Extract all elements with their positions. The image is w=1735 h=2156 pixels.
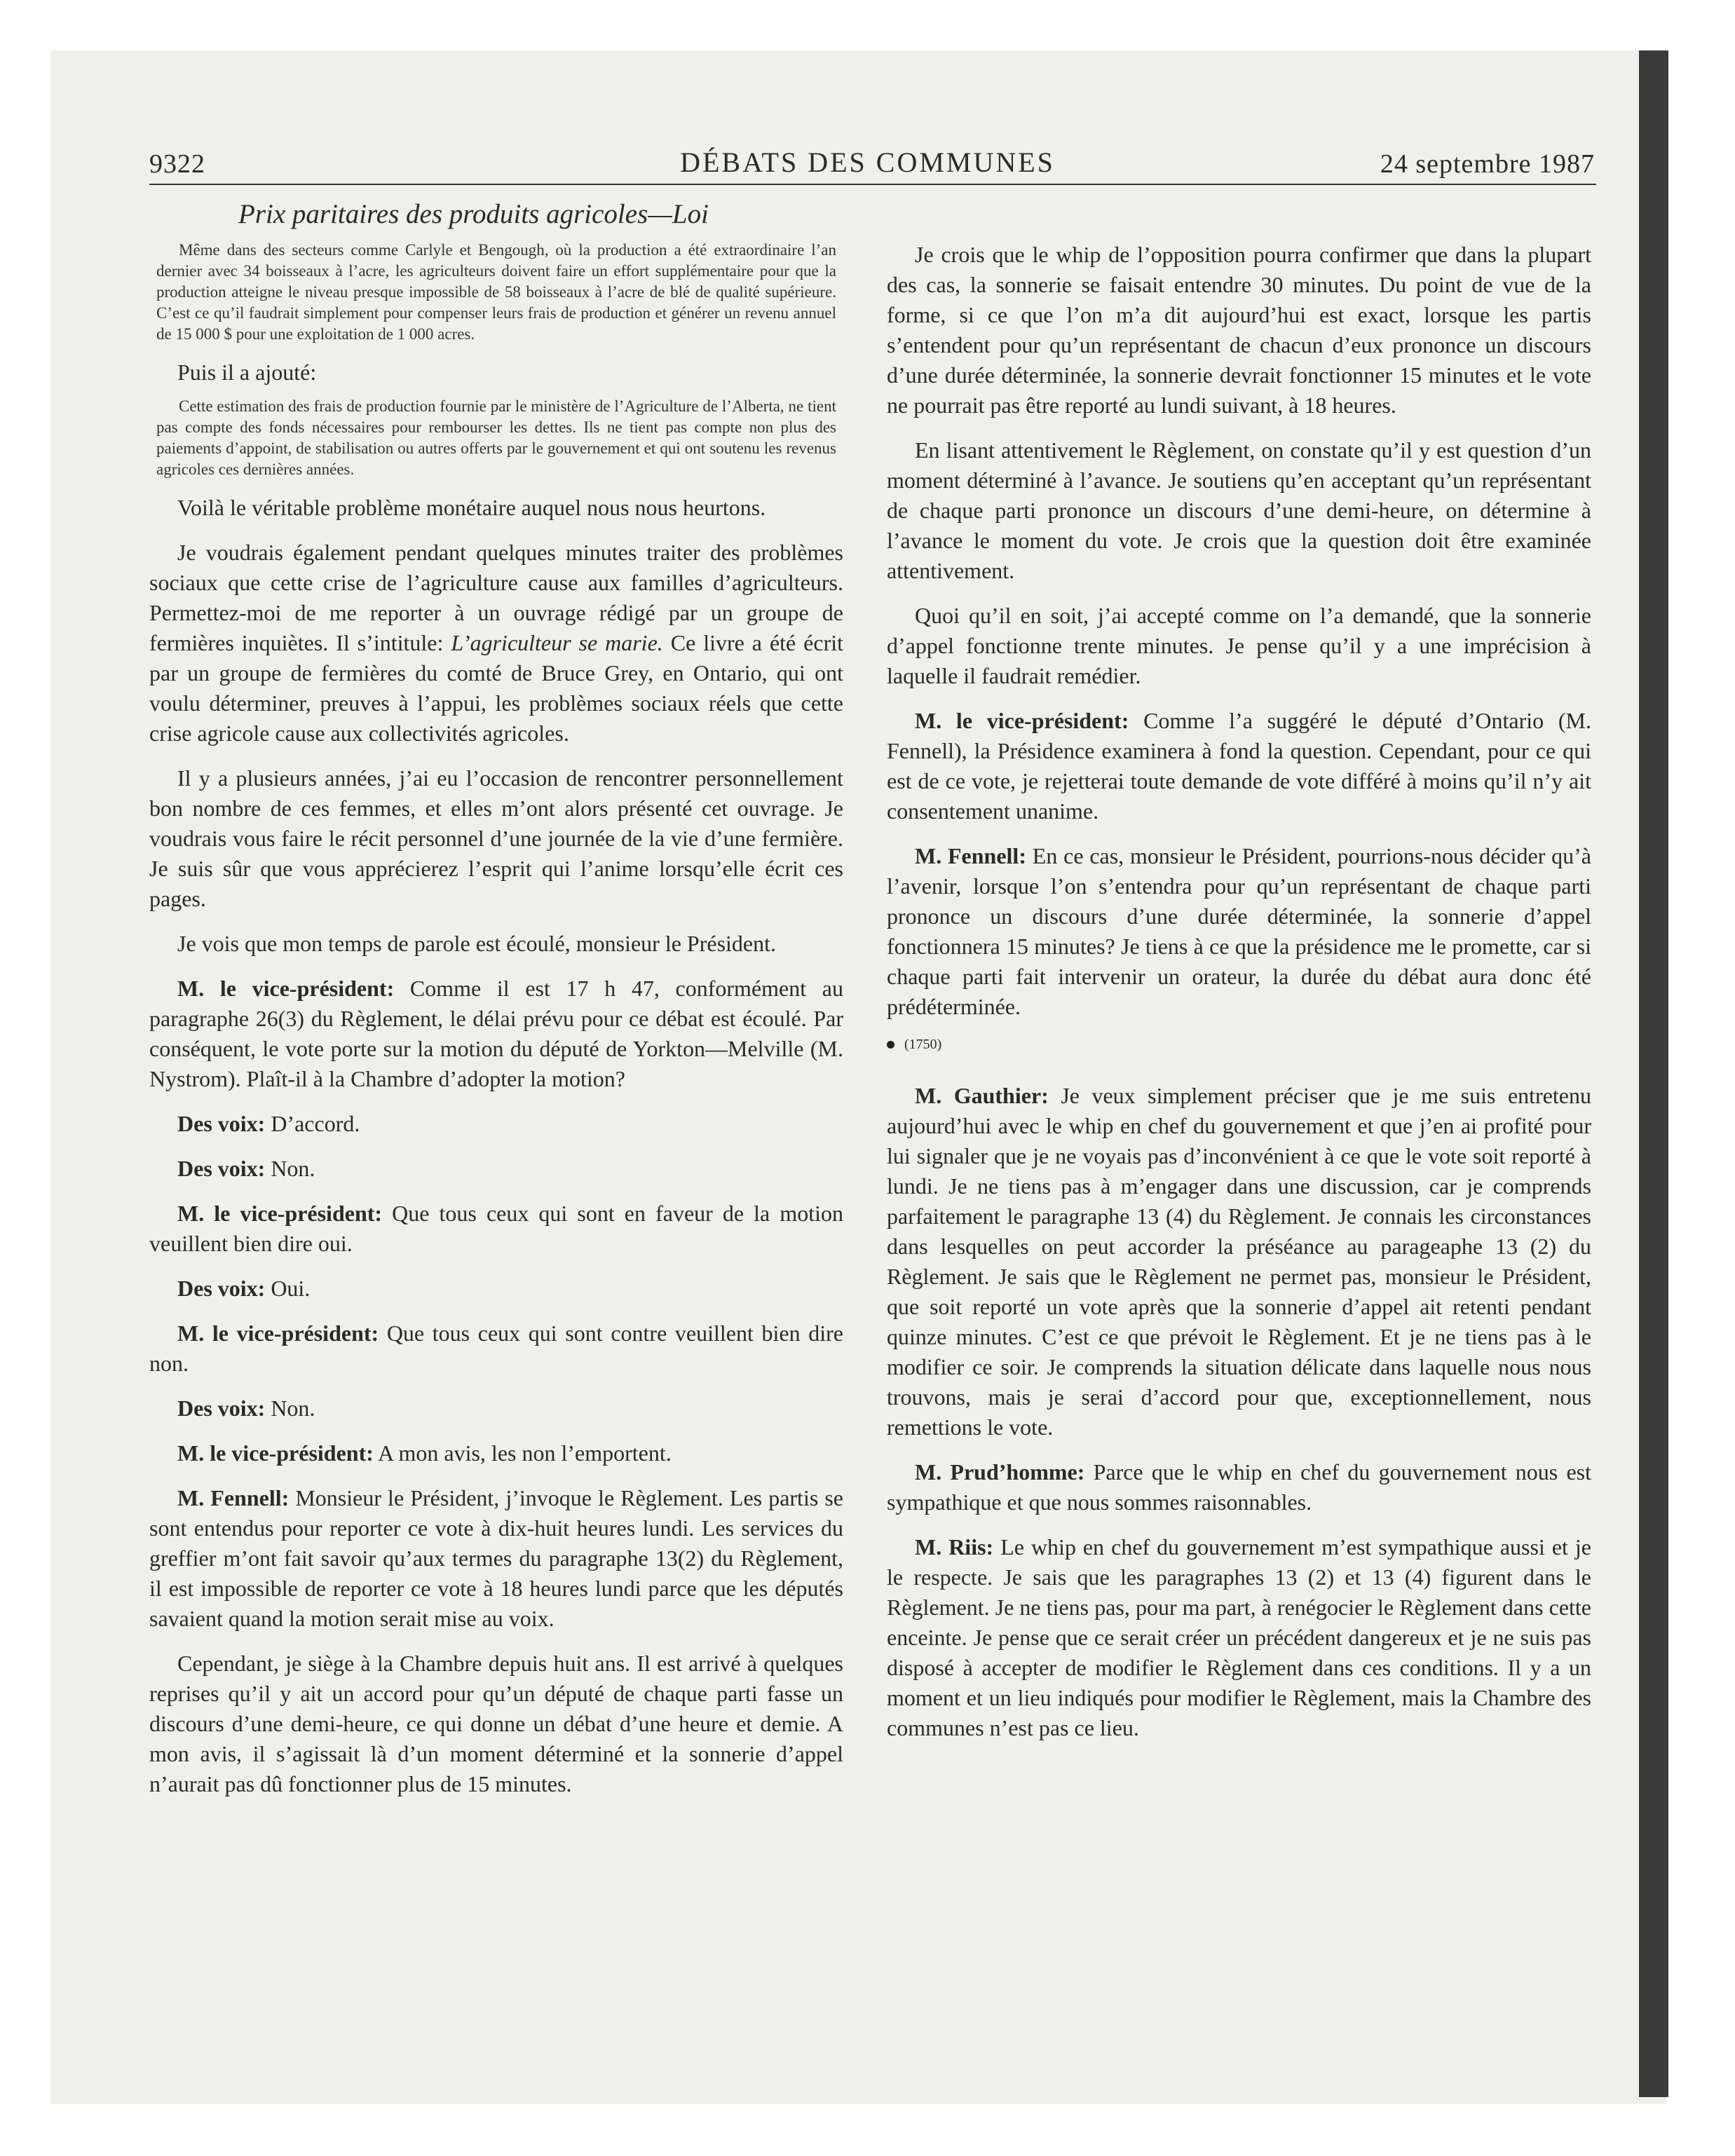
paragraph: Je vois que mon temps de parole est écoulé, monsieur le Président. (177, 931, 777, 956)
speaker-name: M. Prud’homme: (915, 1459, 1085, 1485)
speech-text: En ce cas, monsieur le Président, pourrions-nous décider qu’à l’avenir, lorsque l’on s’entendra pour qu’un représentant de chaque parti prononce un discours d’une durée déterminée, la sonnerie d’appel fonctionnera 15 minutes? Je tiens à ce que la présidence me le promette, car si chaque parti fait intervenir un orateur, la durée du débat aura donc été prédéterminée. (887, 843, 1592, 1019)
book-title: L’agriculteur se marie. (451, 630, 663, 655)
paragraph: Voilà le véritable problème monétaire auquel nous nous heurtons. (177, 495, 766, 520)
speaker-name: Des voix: (177, 1396, 266, 1421)
page-number: 9322 (149, 149, 205, 179)
running-subject: Prix paritaires des produits agricoles—Loi (238, 199, 709, 229)
scan-edge-shadow (1639, 50, 1668, 2097)
left-column (149, 240, 843, 1814)
speech (149, 1393, 843, 1424)
speech-text: Oui. (265, 1276, 311, 1301)
block-quote: Même dans des secteurs comme Carlyle et Bengough, où la production a été extraordinaire l’an dernier avec 34 boisseaux à l’acre, les agriculteurs doivent faire un effort supplémentaire pour que la production atteigne le niveau presque impossible de 58 boisseaux à l’acre de blé de qualité supérieure. C’est ce qu’il faudrait simplement pour compenser leurs frais de production et générer un revenu annuel de 15 000 $ pour une exploitation de 1 000 acres. (156, 241, 836, 343)
speech-text: Comme il est 17 h 47, conformément au paragraphe 26(3) du Règlement, le délai prévu pour ce débat est écoulé. Par conséquent, le vote porte sur la motion du député de Yorkton—Melville (M. Nystrom). Plaît-il à la Chambre d’adopter la motion? (149, 976, 843, 1091)
speaker-name: Des voix: (177, 1111, 266, 1136)
speaker-name: M. le vice-président: (177, 1201, 383, 1226)
paragraph: Il y a plusieurs années, j’ai eu l’occasion de rencontrer personnellement bon nombre de ces femmes, et elles m’ont alors présenté cet ouvrage. Je voudrais vous faire le récit personnel d’une journée de la vie d’une fermière. Je suis sûr que vous apprécierez l’esprit qui l’anime lorsqu’elle écrit ces pages. (149, 765, 843, 911)
paragraph-text: Je voudrais également pendant quelques minutes traiter des problèmes sociaux que cette crise de l’agriculture cause aux familles d’agriculteurs. Permettez-moi de me reporter à un ouvrage rédigé par un groupe de fermières inquiètes. Il s’intitule: (149, 540, 843, 655)
speaker-name: M. Gauthier: (915, 1083, 1049, 1108)
publication-title: DÉBATS DES COMMUNES (680, 146, 1055, 178)
paragraph-text: Ce livre a été écrit par un groupe de fermières du comté de Bruce Grey, en Ontario, qui ont voulu déterminer, preuves à l’appui, les problèmes sociaux réels que cette crise agricole cause aux collectivités agricoles. (149, 630, 844, 746)
speech (149, 974, 843, 1094)
time-marker (887, 1037, 1591, 1053)
speech (149, 1318, 843, 1379)
speech (149, 1109, 843, 1139)
block-quote: Cette estimation des frais de production fournie par le ministère de l’Agriculture de l’Alberta, ne tient pas compte des fonds nécessaires pour rembourser les dettes. Ils ne tient pas compte non plus des paiements d’appoint, de stabilisation ou autres offerts par le gouvernement et qui ont soutenu les revenus agricoles ces dernières années. (156, 397, 836, 478)
paragraph: Puis il a ajouté: (177, 360, 317, 385)
speaker-name: M. Fennell: (915, 843, 1026, 868)
speech (149, 1438, 843, 1468)
speech-text: Monsieur le Président, j’invoque le Règlement. Les partis se sont entendus pour reporter ce vote à dix-huit heures lundi. Les services du greffier m’ont fait savoir qu’aux termes du paragraphe 13(2) du Règlement, il est impossible de reporter ce vote à 18 heures lundi parce que les députés savaient quand la motion serait mise au voix. (149, 1485, 844, 1631)
paragraph: Je crois que le whip de l’opposition pourra confirmer que dans la plupart des cas, la sonnerie se faisait entendre 30 minutes. Du point de vue de la forme, si ce que l’on m’a dit aujourd’hui est exact, lorsque les partis s’entendent pour qu’un représentant de chacun d’eux prononce un discours d’une durée déterminée, la sonnerie devrait fonctionner 15 minutes et le vote ne pourrait pas être reporté au lundi suivant, à 18 heures. (887, 242, 1591, 418)
speech (887, 1532, 1591, 1743)
paragraph: En lisant attentivement le Règlement, on constate qu’il y est question d’un moment déterminé à l’avance. Je soutiens qu’en acceptant qu’un représentant de chaque parti prononce un discours d’une demi-heure, on détermine à l’avance le moment du vote. Je crois que la question doit être examinée attentivement. (887, 437, 1591, 583)
speech-text: Que tous ceux qui sont en faveur de la motion veuillent bien dire oui. (149, 1201, 844, 1256)
speech-text: D’accord. (265, 1111, 360, 1136)
speech (149, 1154, 843, 1184)
right-column (887, 240, 1591, 1758)
speaker-name: M. Fennell: (177, 1485, 290, 1510)
speech (887, 841, 1591, 1022)
speech-text: Comme l’a suggéré le député d’Ontario (M. Fennell), la Présidence examinera à fond la question. Cependant, pour ce qui est de ce vote, je rejetterai toute demande de vote différé à moins qu’il n’y ait consentement unanime. (887, 708, 1592, 824)
publication-date: 24 septembre 1987 (1380, 149, 1595, 179)
speech (887, 1081, 1591, 1442)
speech-text: Non. (265, 1396, 315, 1421)
speech (149, 1274, 843, 1304)
speech-text: Je veux simplement préciser que je me suis entretenu aujourd’hui avec le whip en chef du gouvernement et que j’en ai profité pour lui signaler que je ne voyais pas d’inconvénient à ce que le vote soit reporté à lundi. Je ne tiens pas à m’engager dans une discussion, car je comprends parfaitement le paragraphe 13 (4) du Règlement. Je connais les circonstances dans lesquelles on peut accorder la préséance au parageaphe 13 (2) du Règlement. Je sais que le Règlement ne permet pas, monsieur le Président, que soit reporté un vote après que la sonnerie d’appel ait retenti pendant quinze minutes. C’est ce que prévoit le Règlement. Et je ne tiens pas à le modifier ce soir. Je comprends la situation délicate dans laquelle nous nous trouvons, mais je serai d’accord pour que, exceptionnellement, nous remettions le vote. (887, 1083, 1592, 1440)
speaker-name: M. le vice-président: (177, 976, 395, 1001)
speech-text: Non. (265, 1156, 315, 1181)
speaker-name: M. le vice-président: (915, 708, 1129, 733)
speech-text: Le whip en chef du gouvernement m’est sympathique aussi et je le respecte. Je sais que les paragraphes 13 (2) et 13 (4) figurent dans le Règlement. Je ne tiens pas, pour ma part, à renégocier le Règlement dans cette enceinte. Je pense que ce serait créer un précédent dangereux et je ne suis pas disposé à accepter de modifier le Règlement dans ces conditions. Il y a un moment et un lieu indiqués pour modifier le Règlement, mais la Chambre des communes n’est pas ce lieu. (887, 1534, 1592, 1740)
header-rule (149, 184, 1596, 185)
speech-text: Parce que le whip en chef du gouvernement nous est sympathique et que nous sommes raisonnables. (887, 1459, 1592, 1515)
paragraph: Quoi qu’il en soit, j’ai accepté comme on l’a demandé, que la sonnerie d’appel fonctionne trente minutes. Je pense qu’il y a une imprécision à laquelle il faudrait remédier. (887, 603, 1591, 688)
speaker-name: M. le vice-président: (177, 1440, 374, 1466)
paragraph (149, 538, 843, 749)
speech (887, 706, 1591, 826)
speaker-name: M. Riis: (915, 1534, 994, 1560)
speech (149, 1199, 843, 1259)
time-marker-label: (1750) (904, 1037, 942, 1052)
speaker-name: Des voix: (177, 1276, 266, 1301)
speaker-name: M. le vice-président: (177, 1321, 379, 1346)
bullet-icon (887, 1041, 894, 1049)
speaker-name: Des voix: (177, 1156, 266, 1181)
speech (149, 1483, 843, 1634)
speech-text: A mon avis, les non l’emportent. (373, 1440, 672, 1466)
speech-text: Que tous ceux qui sont contre veuillent bien dire non. (149, 1321, 844, 1376)
speech (887, 1457, 1591, 1517)
paragraph: Cependant, je siège à la Chambre depuis huit ans. Il est arrivé à quelques reprises qu’il y ait un accord pour qu’un député de chaque parti fasse un discours d’une demi-heure, ce qui donne un débat d’une heure et demie. A mon avis, il s’agissait là d’un moment déterminé et la sonnerie d’appel n’aurait pas dû fonctionner plus de 15 minutes. (149, 1651, 843, 1796)
